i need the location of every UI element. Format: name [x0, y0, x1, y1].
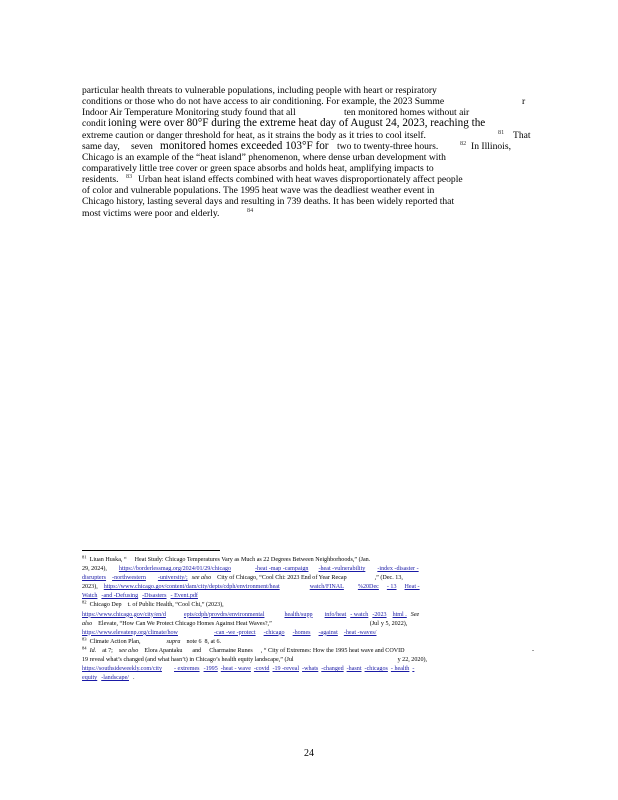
footnote-text: and — [192, 647, 202, 654]
footnote-text: See — [410, 611, 420, 618]
body-text-span: r — [522, 96, 526, 108]
body-text-span: condit — [82, 118, 106, 130]
footnote-link[interactable]: https://www.chicago.gov/city/en/d — [82, 611, 166, 618]
footnote-text: see also — [118, 647, 139, 654]
footnote-text: y 5, 2022), — [380, 620, 408, 627]
body-line — [82, 163, 540, 174]
footnote-link[interactable]: -chicagos — [364, 666, 388, 673]
footnote-link[interactable]: -covid — [253, 666, 270, 673]
body-text-span: Urban heat island effects combined with heat waves disproportionately affect people — [138, 174, 463, 186]
footnote-link[interactable]: -2023 — [372, 611, 387, 618]
footnote-text: , “ City of Extremes: How the 1995 heat wave and COVID — [260, 647, 405, 654]
footnote-text: Elora Apantaku — [144, 647, 183, 654]
footnote-link[interactable]: -heat -vulnerability — [318, 566, 366, 573]
footnote-link[interactable]: -19 -reveal — [272, 666, 300, 673]
footnote-ref-81[interactable]: 81 — [498, 128, 505, 136]
footnote-82-line — [82, 611, 536, 620]
footnote-83-line — [82, 638, 536, 647]
footnote-text: Elevate, “How Can We Protect Chicago Homes Against Heat Waves?,” — [98, 620, 272, 627]
footnote-text: 2023), — [82, 584, 98, 591]
footnote-link[interactable]: -index -disaster - — [377, 566, 419, 573]
body-line — [82, 196, 540, 207]
footnote-81-line — [82, 556, 536, 565]
body-text-span: of color and vulnerable populations. The 1995 heat wave was the deadliest weather event in — [82, 185, 435, 197]
footnote-link[interactable]: %20Dec — [357, 584, 379, 591]
footnote-link[interactable]: -whats — [302, 666, 319, 673]
footnote-text: t. of Public Health, “Cool Chi,” (2023), — [127, 602, 224, 609]
footnote-link[interactable]: html . — [392, 611, 407, 618]
footnote-number-82: 82 — [82, 599, 87, 605]
footnote-link[interactable]: -against — [318, 629, 338, 636]
body-text-span: ten monitored homes without air — [344, 107, 470, 119]
footnote-link[interactable]: https://www.elevatenp.org/climate/how — [82, 629, 178, 636]
footnote-link[interactable]: health/supp — [284, 611, 313, 618]
footnote-link[interactable]: equity — [82, 675, 98, 682]
footnote-link[interactable]: https://www.chicago.gov/content/dam/city/depts/cdph/environment/heat — [103, 584, 280, 591]
footnote-ref-83[interactable]: 83 — [126, 173, 133, 181]
footnote-link[interactable]: Heat - — [404, 584, 420, 591]
body-line — [82, 185, 540, 196]
footnote-text: note 6 — [186, 638, 202, 645]
footnote-link[interactable]: -Disasters — [142, 593, 167, 600]
footnote-number-84: 84 — [82, 645, 87, 651]
footnote-text: also — [82, 620, 93, 627]
footnote-link[interactable]: - health — [390, 666, 410, 673]
footnote-link[interactable]: -heat -map -campaign — [255, 566, 309, 573]
footnote-text: supra — [166, 638, 181, 645]
footnote-84-line — [82, 656, 536, 665]
footnote-84-line — [82, 647, 536, 656]
footnote-text: Climate Action Plan, — [89, 638, 141, 645]
footnote-text: Liuan Huska, “ — [89, 557, 127, 563]
footnote-link[interactable]: https://borderlessmag.org/2024/01/29/chicago — [118, 566, 231, 573]
body-line — [82, 152, 540, 163]
footnote-text: - — [532, 647, 535, 654]
footnote-82-line — [82, 620, 536, 629]
body-text-span: ioning were over 80°F during the extreme heat day of August 24, 2023, reaching the — [107, 117, 486, 130]
footnote-81-line — [82, 583, 536, 592]
footnote-82-line — [82, 601, 536, 610]
body-line — [82, 96, 540, 107]
footnote-text: (Jul — [369, 620, 379, 627]
body-paragraph — [82, 85, 540, 219]
footnote-link[interactable]: -can -we -protect — [213, 629, 256, 636]
body-text-span: same day, — [82, 140, 120, 152]
footnote-link[interactable]: - — [412, 666, 415, 673]
footnote-81-line — [82, 592, 536, 601]
footnote-link[interactable]: -heat - wave — [220, 666, 251, 673]
footnote-link[interactable]: watch/FINAL — [309, 584, 344, 591]
footnote-number-83: 83 — [82, 636, 87, 642]
footnote-text: City of Chicago, “Cool Chi: 2023 End of Year Recap — [217, 575, 347, 582]
footnote-text: Charmaine Runes — [209, 647, 253, 654]
body-text-span: extreme caution or danger threshold for heat, as it strains the body as it tries to cool itself. — [82, 129, 426, 141]
footnote-text: . — [132, 675, 135, 682]
body-line — [82, 118, 540, 129]
footnote-link[interactable]: -landscape/ — [101, 675, 129, 682]
footnote-link[interactable]: -hasnt — [346, 666, 362, 673]
body-text-span: Chicago is an example of the “heat island” phenomenon, where dense urban development with — [82, 151, 446, 163]
footnote-text: y 22, 2020), — [397, 657, 428, 664]
footnote-ref-84[interactable]: 84 — [247, 206, 254, 214]
footnote-text: Id. — [89, 647, 97, 654]
body-text-span: two to twenty-three hours. — [337, 140, 439, 152]
footnote-link[interactable]: https://southsideweekly.com/city — [82, 666, 162, 673]
footnotes-section — [82, 556, 536, 683]
footnote-text: 19 reveal what’s changed (and what hasn’t) in Chicago’s health equity landscape,” (Jul — [82, 657, 294, 664]
footnote-link[interactable]: -university/ — [157, 575, 186, 582]
footnote-82-line — [82, 629, 536, 638]
body-text-span: Indoor Air Temperature Monitoring study found that all — [82, 107, 296, 119]
footnote-text: see also — [191, 575, 212, 582]
footnote-84-line — [82, 665, 536, 674]
page-number: 24 — [304, 748, 314, 759]
footnote-81-line — [82, 574, 536, 583]
body-text-span: monitored homes exceeded 103°F for — [160, 139, 329, 152]
body-text-span: conditions or those who do not have access to air conditioning. For example, the 2023 Summe — [82, 96, 445, 108]
footnote-link[interactable]: -changed — [321, 666, 344, 673]
footnote-link[interactable]: - extremes — [174, 666, 200, 673]
footnote-84-line — [82, 674, 536, 683]
footnote-link[interactable]: - 13 — [386, 584, 397, 591]
body-text-span: comparatively little tree cover or green space absorbs and holds heat, amplifying impacts to — [82, 162, 434, 174]
body-line — [82, 208, 540, 219]
footnote-link[interactable]: - Event.pdf — [170, 593, 198, 600]
footnote-text: 29, 2024), — [82, 566, 107, 573]
footnote-ref-82[interactable]: 82 — [460, 139, 467, 147]
footnote-link[interactable]: -and -Defusing — [101, 593, 139, 600]
footnote-link[interactable]: disrupters — [82, 575, 107, 582]
body-line — [82, 85, 540, 96]
body-text-span: Chicago history, lasting several days and resulting in 739 deaths. It has been widely reported that — [82, 196, 455, 208]
body-line — [82, 174, 540, 185]
body-text-span: particular health threats to vulnerable populations, including people with heart or respiratory — [82, 85, 437, 96]
footnote-text: Heat Study: Chicago Temperatures Vary as Much as 22 Degrees Between Neighborhoods,” (Jan. — [134, 557, 371, 563]
footnote-link[interactable]: - watch — [350, 611, 369, 618]
footnote-link[interactable]: -heat -waves/ — [343, 629, 377, 636]
body-text-span: In Illinois, — [471, 140, 511, 152]
footnote-link[interactable]: -northwestern — [112, 575, 146, 582]
footnote-text: Chicago Dep — [89, 602, 122, 609]
body-text-span: residents. — [82, 174, 119, 186]
footnote-text: 8, at 6. — [204, 638, 222, 645]
footnote-link[interactable]: epts/cdph/provdrs/environmental — [183, 611, 265, 618]
footnote-number-81: 81 — [82, 554, 87, 560]
footnote-link[interactable]: Watch — [82, 593, 98, 600]
footnote-link[interactable]: -homes — [292, 629, 311, 636]
footnote-separator — [82, 550, 220, 551]
footnote-text: at 7; — [102, 647, 113, 654]
body-text-span: That — [513, 129, 531, 141]
body-line — [82, 141, 540, 152]
footnote-81-line — [82, 565, 536, 574]
body-text-span: seven — [131, 140, 153, 152]
footnote-link[interactable]: ; — [186, 575, 188, 582]
footnote-text: ,” (Dec. 13, — [374, 575, 403, 582]
footnote-link[interactable]: -1995 — [203, 666, 218, 673]
footnote-link[interactable]: -chicago — [263, 629, 285, 636]
body-text-span: most victims were poor and elderly. — [82, 207, 220, 219]
footnote-link[interactable]: info/heat — [324, 611, 347, 618]
